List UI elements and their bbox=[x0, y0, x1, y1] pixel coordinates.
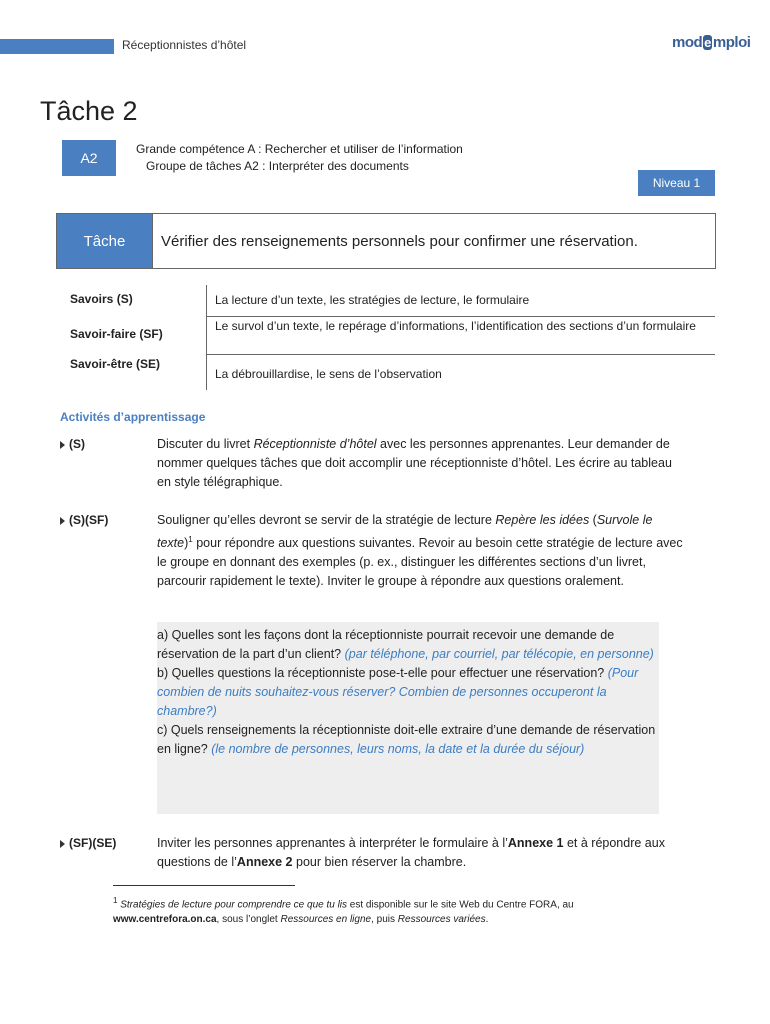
text-run: Inviter les personnes apprenantes à interpréter le formulaire à l’ bbox=[157, 836, 508, 850]
question-item bbox=[157, 626, 657, 664]
activity-tag-text: (SF)(SE) bbox=[69, 836, 117, 850]
activity-tag-text: (S)(SF) bbox=[69, 513, 109, 527]
footnote-separator bbox=[113, 885, 295, 886]
questions-list bbox=[157, 626, 657, 759]
skill-label-savoir-faire: Savoir-faire (SF) bbox=[70, 327, 163, 341]
competence-text: Grande compétence A : Rechercher et utiliser de l’information bbox=[136, 142, 463, 156]
text-run-bold: Annexe 1 bbox=[507, 836, 564, 850]
question-text: a) Quelles sont les façons dont la réceptionniste pourrait recevoir une demande de réservation de la part d’un client? bbox=[157, 628, 615, 661]
triangle-right-icon bbox=[60, 517, 65, 525]
text-run: Discuter du livret bbox=[157, 437, 254, 451]
text-run: est disponible sur le site Web du Centre FORA, au bbox=[347, 899, 574, 911]
text-run: , puis bbox=[371, 914, 398, 926]
activity-tag-s-sf bbox=[60, 513, 108, 527]
text-run: ( bbox=[589, 513, 597, 527]
activity-tag-s bbox=[60, 437, 85, 451]
question-text: c) Quels renseignements la réceptionniste doit-elle extraire d’une demande de réservation en ligne? bbox=[157, 723, 656, 756]
question-item bbox=[157, 664, 657, 721]
niveau-badge: Niveau 1 bbox=[638, 170, 715, 196]
skill-text-savoirs: La lecture d’un texte, les stratégies de lecture, le formulaire bbox=[215, 293, 530, 307]
activity-paragraph-1 bbox=[157, 435, 687, 492]
header-accent-bar bbox=[0, 39, 114, 54]
footnote-link[interactable]: www.centrefora.on.ca bbox=[113, 914, 217, 926]
logo-text-mid: e bbox=[704, 35, 711, 50]
page-title: Tâche 2 bbox=[40, 96, 138, 126]
skill-text-savoir-etre: La débrouillardise, le sens de l’observation bbox=[215, 367, 442, 381]
logo-text-pre: mod bbox=[672, 34, 703, 51]
text-run-italic: Survole le texte bbox=[157, 513, 653, 551]
text-run-italic: Stratégies de lecture pour comprendre ce que tu lis bbox=[120, 899, 348, 911]
text-run-italic: Ressources variées bbox=[397, 914, 486, 926]
footnote-ref: 1 bbox=[188, 535, 193, 544]
logo-text-post: mploi bbox=[712, 34, 751, 51]
skill-text-savoir-faire: Le survol d’un texte, le repérage d’informations, l’identification des sections d’un formulaire bbox=[215, 319, 696, 333]
modemploi-logo bbox=[672, 34, 750, 51]
competence-block bbox=[136, 141, 463, 175]
activity-tag-sf-se bbox=[60, 836, 116, 850]
text-run-italic: Réceptionniste d’hôtel bbox=[253, 437, 377, 451]
footnote-number: 1 bbox=[113, 896, 118, 905]
triangle-right-icon bbox=[60, 840, 65, 848]
skill-label-savoir-etre: Savoir-être (SE) bbox=[70, 357, 161, 371]
text-run-bold: Annexe 2 bbox=[236, 855, 293, 869]
question-item bbox=[157, 721, 657, 759]
activity-tag-text: (S) bbox=[69, 437, 85, 451]
text-run: pour répondre aux questions suivantes. Revoir au besoin cette stratégie de lecture avec le groupe en donnant des exemples (p. ex., distinguer les différentes sections d’un livret, parcourir rapidement le texte). Inviter le groupe à répondre aux questions oralement. bbox=[157, 536, 683, 589]
text-run-italic: Ressources en ligne bbox=[280, 914, 372, 926]
groupe-text: Groupe de tâches A2 : Interpréter des documents bbox=[146, 159, 409, 173]
activity-paragraph-3 bbox=[157, 834, 687, 872]
tache-box bbox=[56, 213, 716, 269]
task-code-badge: A2 bbox=[62, 140, 116, 176]
activities-title: Activités d’apprentissage bbox=[60, 410, 206, 424]
footnote bbox=[113, 893, 653, 927]
triangle-right-icon bbox=[60, 441, 65, 449]
answer-text: (le nombre de personnes, leurs noms, la date et la durée du séjour) bbox=[211, 742, 585, 756]
tache-label: Tâche bbox=[57, 214, 153, 268]
text-run: pour bien réserver la chambre. bbox=[292, 855, 467, 869]
answer-text: (Pour combien de nuits souhaitez-vous réserver? Combien de personnes occuperont la chambre?) bbox=[157, 666, 639, 718]
text-run: ) bbox=[184, 536, 189, 551]
activity-paragraph-2 bbox=[157, 511, 687, 591]
skills-divider bbox=[206, 285, 207, 390]
header-title: Réceptionnistes d’hôtel bbox=[122, 38, 247, 52]
text-run: Souligner qu’elles devront se servir de la stratégie de lecture bbox=[157, 513, 496, 527]
text-run: , sous l’onglet bbox=[216, 914, 281, 926]
question-text: b) Quelles questions la réceptionniste pose-t-elle pour effectuer une réservation? bbox=[157, 666, 608, 680]
skill-label-savoirs: Savoirs (S) bbox=[70, 292, 133, 306]
tache-text: Vérifier des renseignements personnels pour confirmer une réservation. bbox=[161, 232, 638, 250]
text-run-italic: Repère les idées bbox=[495, 513, 590, 527]
text-run: avec les personnes apprenantes. Leur demander de nommer quelques tâches que doit accomplir une réceptionniste d’hôtel. Les écrire au tableau en style télégraphique. bbox=[157, 437, 672, 489]
skills-row-line bbox=[206, 354, 715, 355]
text-run: . bbox=[485, 914, 489, 926]
text-run: et à répondre aux questions de l’ bbox=[157, 836, 665, 869]
answer-text: (par téléphone, par courriel, par télécopie, en personne) bbox=[344, 647, 654, 661]
